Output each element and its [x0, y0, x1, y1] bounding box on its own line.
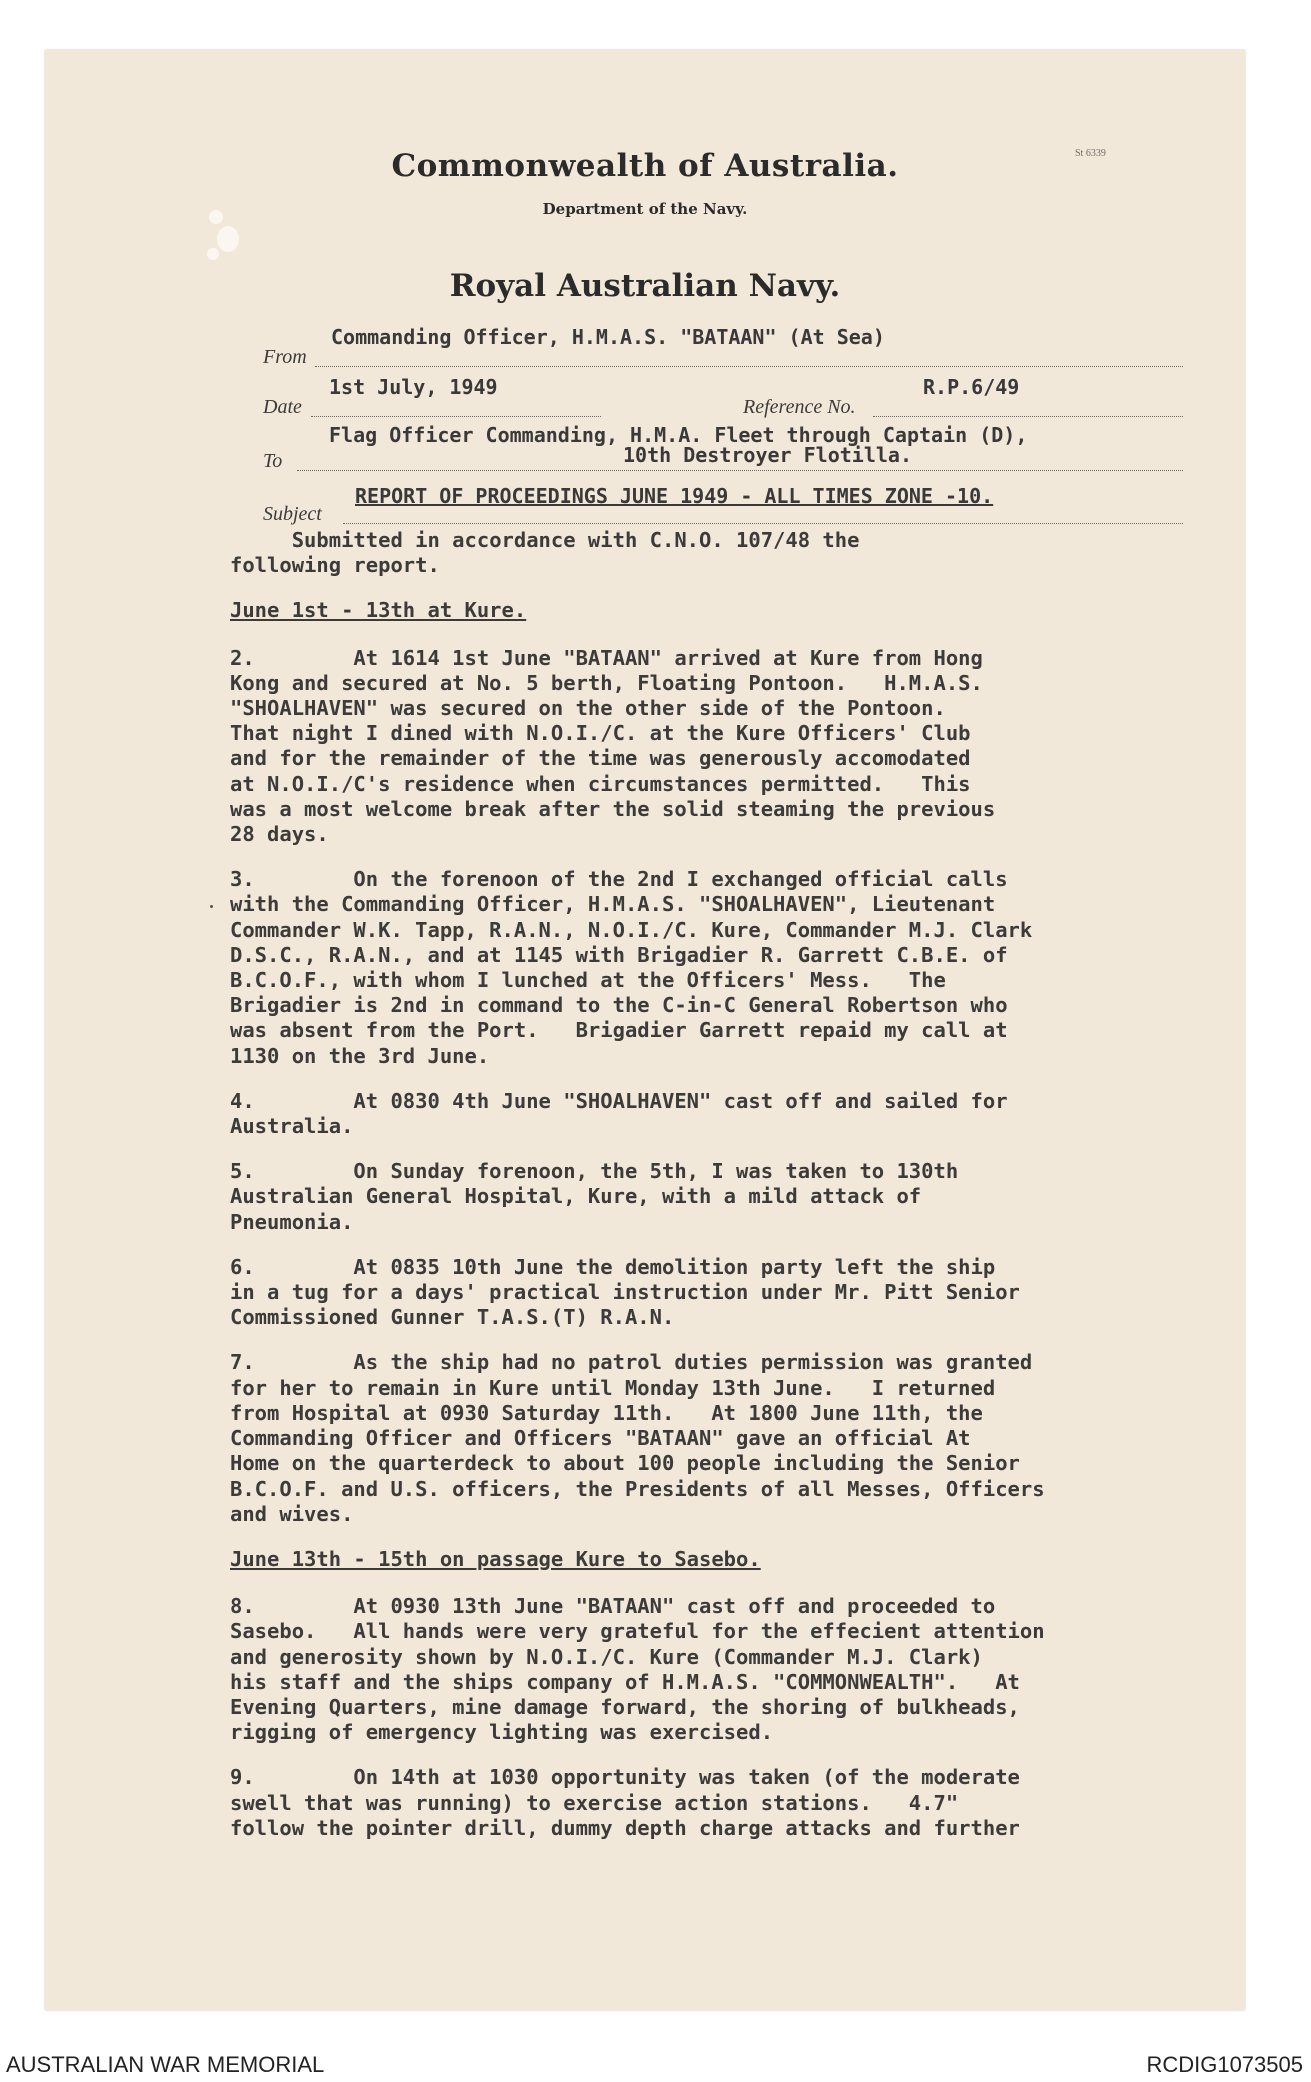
ink-speck	[210, 905, 213, 908]
footer-institution: AUSTRALIAN WAR MEMORIAL	[6, 2052, 325, 2077]
date-label: Date	[263, 396, 302, 418]
paragraph-4: 4. At 0830 4th June "SHOALHAVEN" cast off and sailed for Australia.	[230, 1088, 1008, 1139]
date-field	[263, 375, 1183, 419]
section-heading-kure: June 1st - 13th at Kure.	[230, 598, 527, 623]
to-field	[263, 423, 1183, 473]
footer-record-id: RCDIG1073505	[1146, 2052, 1303, 2077]
paragraph-2: 2. At 1614 1st June "BATAAN" arrived at Kure from Hong Kong and secured at No. 5 berth, Floating Pontoon. H.M.A.S. "SHOALHAVEN" was secured on the other side of the Pontoon. That night I dined with N.O.I./C. at the Kure Officers' Club and for the remainder of the time was generously accomodated at N.O.I./C's residence when circumstances permitted. This was a most welcome break after the solid steaming the previous 28 days.	[230, 645, 996, 847]
to-value-line2: 10th Destroyer Flotilla.	[623, 443, 912, 467]
reference-value: R.P.6/49	[923, 375, 1020, 399]
intro-paragraph: Submitted in accordance with C.N.O. 107/48 the following report.	[230, 528, 860, 578]
date-value: 1st July, 1949	[329, 375, 498, 399]
stock-number: St 6339	[1075, 148, 1106, 159]
from-field	[263, 325, 1183, 369]
letterhead-org: Commonwealth of Australia.	[391, 148, 899, 184]
section-heading-passage: June 13th - 15th on passage Kure to Sasebo.	[230, 1546, 761, 1571]
paragraph-6: 6. At 0835 10th June the demolition party left the ship in a tug for a days' practical instruction under Mr. Pitt Senior Commissioned Gunner T.A.S.(T) R.A.N.	[230, 1254, 1020, 1330]
subject-field	[263, 482, 1183, 526]
from-label: From	[263, 346, 307, 368]
letterhead-service: Royal Australian Navy.	[449, 268, 841, 304]
reference-label: Reference No.	[743, 396, 856, 418]
from-value: Commanding Officer, H.M.A.S. "BATAAN" (At Sea)	[331, 325, 885, 349]
subject-value: REPORT OF PROCEEDINGS JUNE 1949 - ALL TIMES ZONE -10.	[355, 484, 994, 508]
letterhead-department: Department of the Navy.	[542, 200, 748, 218]
subject-label: Subject	[263, 503, 322, 525]
to-value-line1: Flag Officer Commanding, H.M.A. Fleet through Captain (D),	[329, 423, 1028, 447]
paragraph-5: 5. On Sunday forenoon, the 5th, I was taken to 130th Australian General Hospital, Kure, with a mild attack of Pneumonia.	[230, 1159, 959, 1234]
paragraph-7: 7. As the ship had no patrol duties permission was granted for her to remain in Kure until Monday 13th June. I returned from Hospital at 0930 Saturday 11th. At 1800 June 11th, the Commanding Officer and Officers "BATAAN" gave an official At Home on the quarterdeck to about 100 people including the Senior B.C.O.F. and U.S. officers, the Presidents of all Messes, Officers and wives.	[230, 1350, 1045, 1526]
paragraph-3: 3. On the forenoon of the 2nd I exchanged official calls with the Commanding Officer, H.M.A.S. "SHOALHAVEN", Lieutenant Commander W.K. Tapp, R.A.N., N.O.I./C. Kure, Commander M.J. Clark D.S.C., R.A.N., and at 1145 with Brigadier R. Garrett C.B.E. of B.C.O.F., with whom I lunched at the Officers' Mess. The Brigadier is 2nd in command to the C-in-C General Robertson who was absent from the Port. Brigadier Garrett repaid my call at 1130 on the 3rd June.	[230, 867, 1033, 1068]
report-body	[230, 528, 1190, 1861]
paragraph-9: 9. On 14th at 1030 opportunity was taken (of the moderate swell that was running) to exercise action stations. 4.7" follow the pointer drill, dummy depth charge attacks and further	[230, 1765, 1020, 1840]
to-label: To	[263, 450, 283, 472]
paragraph-8: 8. At 0930 13th June "BATAAN" cast off and proceeded to Sasebo. All hands were very grateful for the effecient attention and generosity shown by N.O.I./C. Kure (Commander M.J. Clark) his staff and the ships company of H.M.A.S. "COMMONWEALTH". At Evening Quarters, mine damage forward, the shoring of bulkheads, rigging of emergency lighting was exercised.	[230, 1594, 1045, 1745]
paper-damage-mark	[205, 210, 245, 270]
